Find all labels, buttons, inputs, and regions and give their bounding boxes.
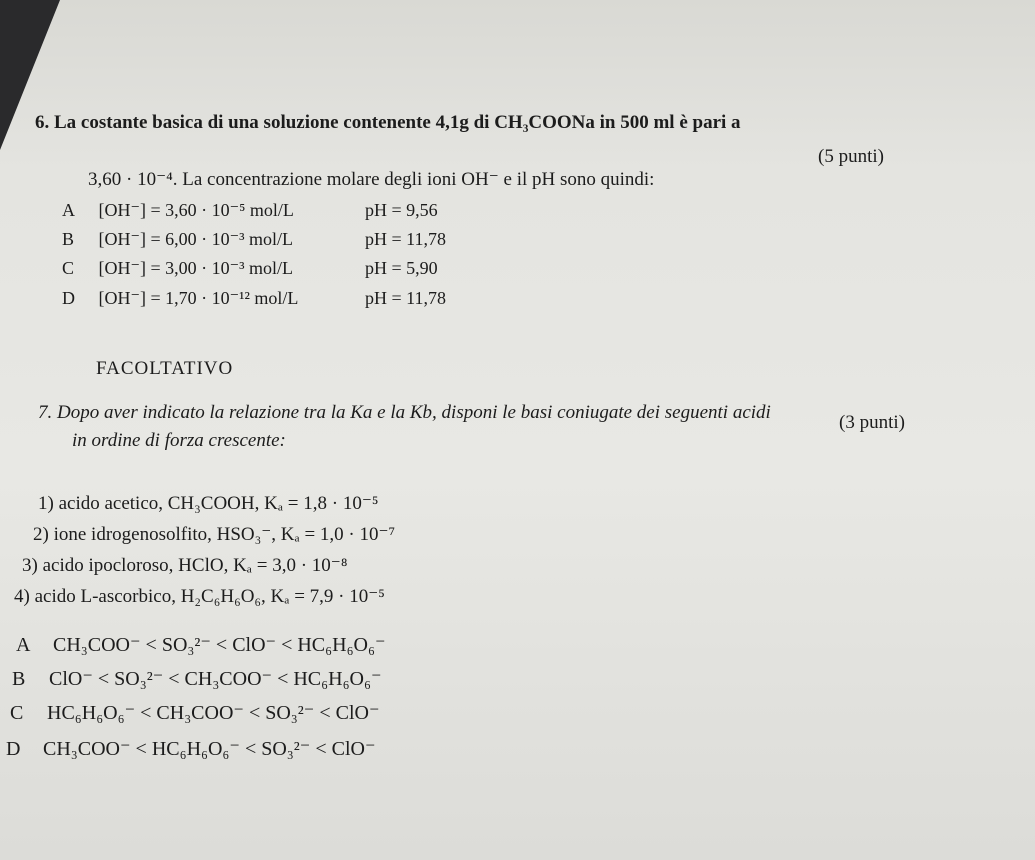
q6-stem: La costante basica di una soluzione contenente 4,1g di CH₃COONa in 500 ml è pari a [54,112,741,133]
option-letter: B [12,668,26,690]
option-text: CH₃COO⁻ < HC₆H₆O₆⁻ < SO₃²⁻ < ClO⁻ [43,738,376,760]
option-letter: C [10,702,24,724]
q7-option-b[interactable] [12,666,382,691]
q6-option-a[interactable] [62,200,438,221]
q6-stem-2: 3,60 · 10⁻⁴. La concentrazione molare degli ioni OH⁻ e il pH sono quindi: [88,169,655,190]
q7-acid-1: 1) acido acetico, CH₃COOH, Kₐ = 1,8 · 10⁻⁵ [38,493,379,514]
q7-stem-2: in ordine di forza crescente: [72,430,286,451]
q7-stem-line [38,402,771,424]
q7-option-a[interactable] [16,632,386,657]
q7-acid-3: 3) acido ipocloroso, HClO, Kₐ = 3,0 · 10⁻⁸ [22,555,348,576]
q7-points: (3 punti) [839,412,905,433]
q6-points: (5 punti) [818,146,884,167]
option-letter: B [62,229,75,249]
option-letter: C [62,258,75,278]
option-concentration: [OH⁻] = 1,70 · 10⁻¹² mol/L [98,288,299,308]
q6-option-d[interactable] [62,288,446,309]
q7-acid-4: 4) acido L-ascorbico, H₂C₆H₆O₆, Kₐ = 7,9 · 10⁻⁵ [14,586,385,607]
option-text: HC₆H₆O₆⁻ < CH₃COO⁻ < SO₃²⁻ < ClO⁻ [47,702,380,724]
q7-option-c[interactable] [10,700,380,725]
q6-option-b[interactable] [62,229,446,250]
option-ph: pH = 11,78 [365,288,446,308]
q6-number: 6. [35,112,50,133]
option-letter: A [62,200,75,220]
q7-number: 7. [38,402,53,423]
q7-stem: Dopo aver indicato la relazione tra la Ka e la Kb, disponi le basi coniugate dei seguenti acidi [57,402,771,423]
option-letter: D [6,738,21,760]
option-text: CH₃COO⁻ < SO₃²⁻ < ClO⁻ < HC₆H₆O₆⁻ [53,634,386,656]
option-ph: pH = 9,56 [365,200,438,220]
section-heading: FACOLTATIVO [96,358,234,379]
option-letter: D [62,288,75,308]
option-text: ClO⁻ < SO₃²⁻ < CH₃COO⁻ < HC₆H₆O₆⁻ [49,668,382,690]
q6-option-c[interactable] [62,258,438,279]
q7-acid-2: 2) ione idrogenosolfito, HSO₃⁻, Kₐ = 1,0 · 10⁻⁷ [33,524,396,545]
option-concentration: [OH⁻] = 6,00 · 10⁻³ mol/L [98,229,294,249]
option-concentration: [OH⁻] = 3,00 · 10⁻³ mol/L [98,258,294,278]
q7-option-d[interactable] [6,736,376,761]
option-ph: pH = 11,78 [365,229,446,249]
q6-stem-line [35,112,741,134]
option-letter: A [16,634,31,656]
option-concentration: [OH⁻] = 3,60 · 10⁻⁵ mol/L [98,200,294,220]
option-ph: pH = 5,90 [365,258,438,278]
